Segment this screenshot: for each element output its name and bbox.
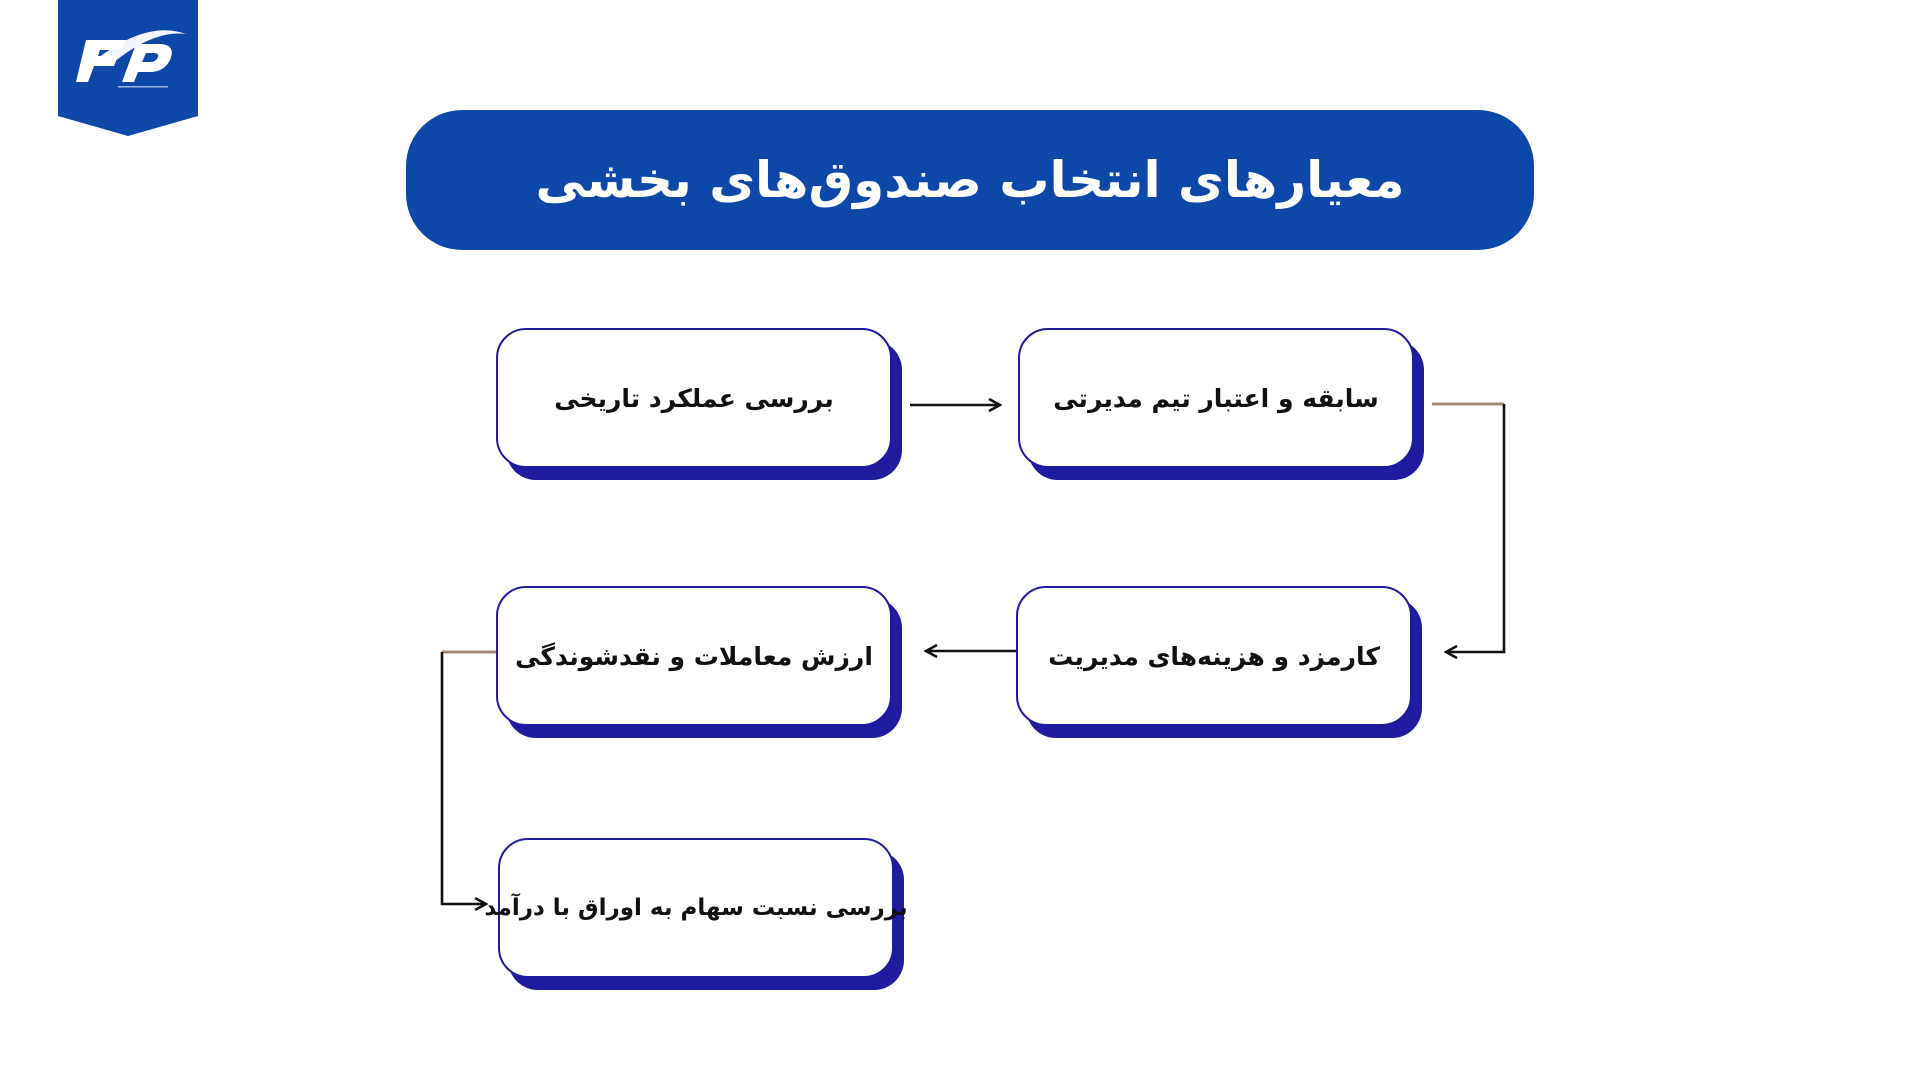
step-box <box>1018 328 1414 468</box>
step-label: ارزش معاملات و نقدشوندگی <box>515 641 873 671</box>
step-management-fees <box>1016 586 1412 726</box>
step-box <box>496 586 892 726</box>
step-historical-performance <box>496 328 892 468</box>
step-label: بررسی نسبت سهام به اوراق با درآمد <box>484 895 908 921</box>
step-trading-value-liquidity <box>496 586 892 726</box>
step-label: سابقه و اعتبار تیم مدیرتی <box>1053 383 1379 413</box>
arrow-team-to-fees <box>1446 404 1504 652</box>
step-team-track-record <box>1018 328 1414 468</box>
step-box <box>496 328 892 468</box>
step-box <box>484 838 908 978</box>
page-title: معیارهای انتخاب صندوق‌های بخشی <box>535 151 1405 209</box>
step-label: کارمزد و هزینه‌های مدیریت <box>1048 641 1380 671</box>
arrow-liquidity-to-ratio <box>442 652 486 904</box>
step-label: بررسی عملکرد تاریخی <box>554 383 834 413</box>
step-box <box>1016 586 1412 726</box>
step-stock-bond-ratio <box>484 838 908 978</box>
